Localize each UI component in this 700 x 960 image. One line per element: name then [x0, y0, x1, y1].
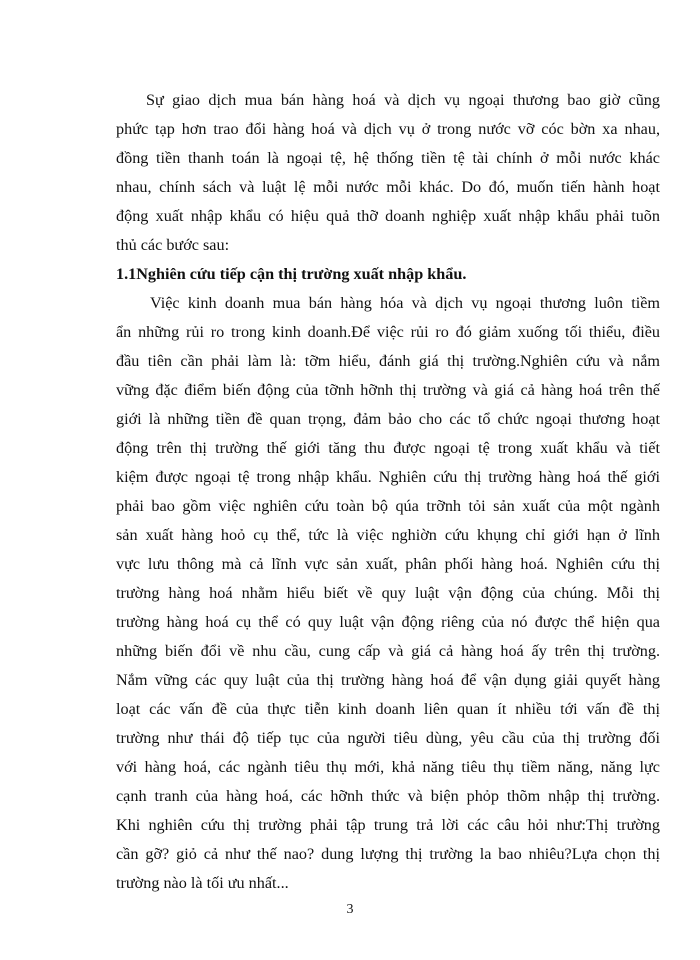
text-line: đầu tiên cần phải làm là: tỡm hiểu, đánh giá thị trường.Nghiên cứu và nắm	[116, 352, 660, 370]
text-line: nhau, chính sách và luật lệ mỗi nước mỗi khác. Do đó, muốn tiến hành hoạt	[116, 178, 660, 196]
text-line: trường hàng hoá nhằm hiểu biết về quy luật vận động của chúng. Mỗi thị	[116, 584, 660, 602]
text-line: vực lưu thông mà cả lĩnh vực sản xuất, phân phối hàng hoá. Nghiên cứu thị	[116, 555, 660, 573]
page-content	[116, 86, 660, 898]
text-line: phải bao gồm việc nghiên cứu toàn bộ qúa trỡnh tỏi sản xuất của một ngành	[116, 497, 660, 515]
text-line: cần gỡ? giỏ cả như thế nao? dung lượng thị trường la bao nhiêu?Lựa chọn thị	[116, 845, 660, 863]
text-line: với hàng hoá, các ngành tiêu thụ mới, khả năng tiêu thụ tiềm năng, năng lực	[116, 758, 660, 776]
text-line: Nắm vững các quy luật của thị trường hàng hoá để vận dụng giải quyết hàng	[116, 671, 660, 689]
text-line: trường hàng hoá cụ thể có quy luật vận động riêng của nó được thể hiện qua	[116, 613, 660, 631]
text-line: thủ các bước sau:	[116, 236, 230, 254]
text-line: phức tạp hơn trao đổi hàng hoá và dịch vụ ở trong nước vỡ cóc bờn xa nhau,	[116, 120, 660, 138]
text-line: những biến đổi về nhu cầu, cung cấp và giá cả hàng hoá ấy trên thị trường.	[116, 642, 660, 660]
text-line: Việc kinh doanh mua bán hàng hóa và dịch vụ ngoại thương luôn tiềm	[150, 294, 660, 312]
text-line: vững đặc điểm biến động của tỡnh hỡnh thị trường và giá cả hàng hoá trên thế	[116, 381, 660, 399]
section-paragraph	[116, 289, 660, 898]
text-line: sản xuất hàng hoỏ cụ thể, tức là việc nghiờn cứu khụng chỉ giới hạn ở lĩnh	[116, 526, 660, 544]
text-line: giới là những tiền đề quan trọng, đảm bảo cho các tổ chức ngoại thương hoạt	[116, 410, 660, 428]
text-line: động trên thị trường thế giới tăng thu được ngoại tệ trong xuất khẩu và tiết	[116, 439, 660, 457]
text-line: kiệm được ngoại tệ trong nhập khẩu. Nghiên cứu thị trường hàng hoá thế giới	[116, 468, 660, 486]
text-line: động xuất nhập khẩu có hiệu quả thỡ doanh nghiệp xuất nhập khẩu phải tuõn	[116, 207, 660, 225]
text-line: đồng tiền thanh toán là ngoại tệ, hệ thống tiền tệ tài chính ở mỗi nước khác	[116, 149, 660, 167]
text-line: ẩn những rủi ro trong kinh doanh.Để việc rủi ro đó giảm xuống tối thiểu, điều	[116, 323, 660, 341]
text-line: Sự giao dịch mua bán hàng hoá và dịch vụ ngoại thương bao giờ cũng	[146, 91, 660, 109]
page-number: 3	[346, 902, 354, 917]
text-line: trường như thái độ tiếp tục của người tiêu dùng, yêu cầu của thị trường đối	[116, 729, 660, 747]
section-heading-block	[116, 260, 660, 289]
text-line: trường nào là tối ưu nhất...	[116, 874, 289, 892]
text-line: Khi nghiên cứu thị trường phải tập trung trả lời các câu hỏi như:Thị trường	[116, 816, 660, 834]
text-line: cạnh tranh của hàng hoá, các hỡnh thức và biện phỏp thõm nhập thị trường.	[116, 787, 660, 805]
intro-paragraph	[116, 86, 660, 260]
text-line: loạt các vấn đề của thực tiễn kinh doanh liên quan ít nhiều tới vấn đề thị	[116, 700, 660, 718]
section-heading: 1.1Nghiên cứu tiếp cận thị trường xuất nhập khẩu.	[116, 265, 467, 283]
